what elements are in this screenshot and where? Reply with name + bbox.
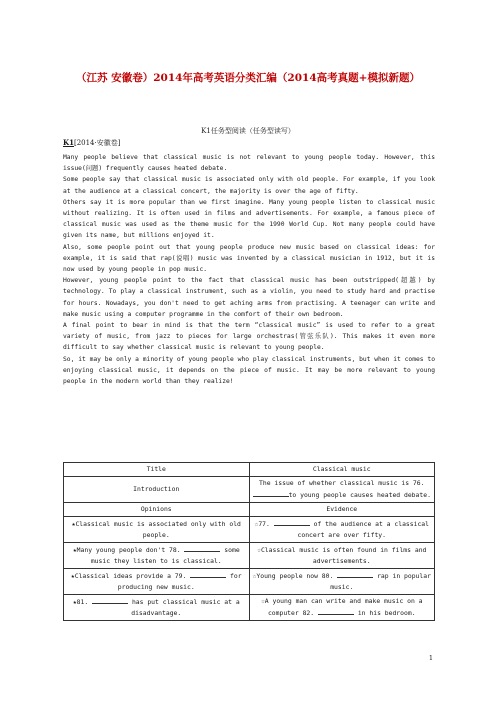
table-row bbox=[64, 463, 435, 477]
answer-blank-82[interactable] bbox=[318, 607, 354, 615]
paragraph-1: Many people believe that classical music is not relevant to young people today. However, this issue(问题) frequently causes heated debate. bbox=[63, 154, 435, 173]
evidence-2: ☆Classical music is often found in films and advertisements. bbox=[249, 543, 435, 569]
evidence-header: Evidence bbox=[249, 503, 435, 517]
intro-label-cell: Introduction bbox=[64, 477, 250, 503]
title-value-cell: Classical music bbox=[249, 463, 435, 477]
answer-blank-77[interactable] bbox=[274, 518, 310, 526]
evidence-3-a: ☆Young people now 80. bbox=[252, 572, 334, 580]
table-row bbox=[64, 503, 435, 517]
intro-value-cell bbox=[249, 477, 435, 503]
answer-blank-78[interactable] bbox=[184, 544, 220, 552]
section-subtitle: K1任务型阅读（任务型读写） bbox=[201, 127, 295, 135]
paragraph-5: However, young people point to the fact that classical music has been outstripped(超越) by technology. To play a classical instrument, such as a violin, you need to study hard and practise for hours. Nowadays, you don't need to get aching arms from practising. A teenager can write and make music using a computer programme in the comfort of their own bedroom. bbox=[63, 277, 435, 318]
question-label bbox=[63, 138, 120, 148]
opinion-3-b: for producing new music. bbox=[117, 572, 242, 591]
opinion-2 bbox=[64, 543, 250, 569]
opinion-1: ★Classical music is associated only with old people. bbox=[64, 517, 250, 543]
paragraph-2: Some people say that classical music is associated only with old people. For example, if you look at the audience at a classical concert, the majority is over the age of fifty. bbox=[63, 176, 435, 195]
paragraph-3: Others say it is more popular than we first imagine. Many young people listen to classical music without realizing. It is often used in films and advertisements. For example, a famous piece of classical music was used as the theme music for the 1990 World Cup. Not many people could have given its name, but millions enjoyed it. bbox=[63, 198, 435, 240]
opinion-2-a: ★Many young people don't 78. bbox=[72, 546, 181, 554]
paragraph-4: Also, some people point out that young people produce new music based on classical ideas: for example, it is said that rap(说唱) music was invented by a classical musician in 1912, but it is now used by young people in pop music. bbox=[63, 243, 435, 274]
answer-blank-76[interactable] bbox=[253, 489, 289, 497]
paragraph-6: A final point to bear in mind is that the term “classical music” is used to refer to a great variety of music, from jazz to pieces for large orchestras(管弦乐队). This makes it even more difficult to say whether classical music is relevant to young people. bbox=[63, 322, 435, 352]
table-row bbox=[64, 569, 435, 595]
summary-table bbox=[63, 462, 435, 621]
evidence-1-a: ☆77. bbox=[254, 520, 270, 528]
opinion-3-a: ★Classical ideas provide a 79. bbox=[70, 572, 187, 580]
evidence-3-b: rap in popular music. bbox=[330, 572, 431, 591]
answer-blank-81[interactable] bbox=[92, 596, 128, 604]
evidence-1-b: of the audience at a classical concert are over fifty. bbox=[297, 520, 430, 539]
answer-blank-80[interactable] bbox=[337, 570, 373, 578]
intro-text-b: to young people causes heated debate. bbox=[288, 491, 431, 499]
opinion-2-b: some music they listen to is classical. bbox=[90, 546, 240, 565]
table-row bbox=[64, 543, 435, 569]
intro-text-a: The issue of whether classical music is 76. bbox=[259, 479, 425, 487]
evidence-4-a: ☆A young man can write and make music on a computer 82. bbox=[260, 597, 423, 617]
question-source: [2014·安徽卷] bbox=[73, 139, 121, 147]
passage bbox=[63, 152, 435, 387]
table-row bbox=[64, 477, 435, 503]
opinion-4-b: has put classical music at a disadvantage. bbox=[131, 598, 240, 617]
opinions-header: Opinions bbox=[64, 503, 250, 517]
document-title: （江苏 安徽卷）2014年高考英语分类汇编（2014高考真题+模拟新题） bbox=[76, 72, 420, 84]
page-number: 1 bbox=[428, 654, 433, 662]
table-row bbox=[64, 595, 435, 621]
title-label-cell: Title bbox=[64, 463, 250, 477]
answer-blank-79[interactable] bbox=[190, 570, 226, 578]
evidence-3 bbox=[249, 569, 435, 595]
evidence-4-b: in his bedroom. bbox=[357, 609, 416, 617]
table-row bbox=[64, 517, 435, 543]
question-code: K1 bbox=[63, 138, 74, 147]
paragraph-7: So, it may be only a minority of young people who play classical instruments, but when it comes to enjoying classical music, it depends on the piece of music. It may be more relevant to young people in the modern world than they realize! bbox=[63, 355, 435, 386]
opinion-4-a: ★81. bbox=[72, 598, 89, 606]
evidence-1 bbox=[249, 517, 435, 543]
opinion-4 bbox=[64, 595, 250, 621]
opinion-3 bbox=[64, 569, 250, 595]
evidence-4 bbox=[249, 595, 435, 621]
